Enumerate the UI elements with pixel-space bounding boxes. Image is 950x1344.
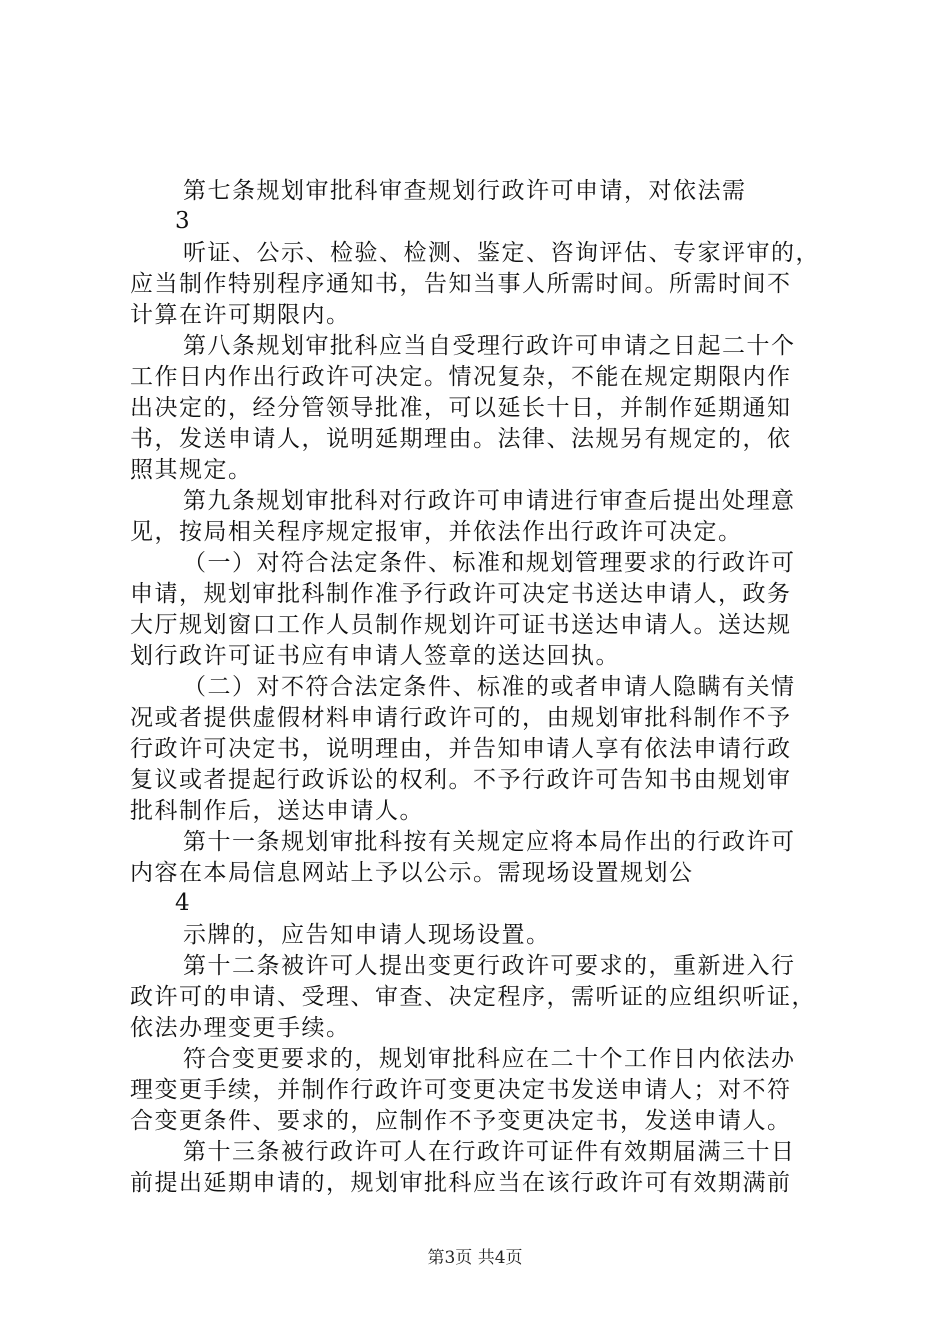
text-line: 批科制作后，送达申请人。 xyxy=(130,798,424,824)
text-line: 况或者提供虚假材料申请行政许可的，由规划审批科制作不予 xyxy=(130,705,792,731)
text-line: 符合变更要求的，规划审批科应在二十个工作日内依法办 xyxy=(183,1046,796,1072)
text-line: 第十二条被许可人提出变更行政许可要求的，重新进入行 xyxy=(183,953,796,979)
text-line: 书，发送申请人，说明延期理由。法律、法规另有规定的，依 xyxy=(130,426,792,452)
text-line: 听证、公示、检验、检测、鉴定、咨询评估、专家评审的， xyxy=(183,240,820,266)
text-line: 第十三条被行政许可人在行政许可证件有效期届满三十日 xyxy=(183,1139,796,1165)
page-marker: 3 xyxy=(175,208,192,234)
text-line: 依法办理变更手续。 xyxy=(130,1015,351,1041)
page-footer: 第3页 共4页 xyxy=(427,1248,523,1268)
text-line: 第八条规划审批科应当自受理行政许可申请之日起二十个 xyxy=(183,333,796,359)
text-line: 大厅规划窗口工作人员制作规划许可证书送达申请人。送达规 xyxy=(130,612,792,638)
text-line: 示牌的，应告知申请人现场设置。 xyxy=(183,922,551,948)
text-line: 出决定的，经分管领导批准，可以延长十日，并制作延期通知 xyxy=(130,395,792,421)
text-line: 照其规定。 xyxy=(130,457,253,483)
text-line: （二）对不符合法定条件、标准的或者申请人隐瞒有关情 xyxy=(183,674,796,700)
text-line: 合变更条件、要求的，应制作不予变更决定书，发送申请人。 xyxy=(130,1108,792,1134)
text-line: 前提出延期申请的，规划审批科应当在该行政许可有效期满前 xyxy=(130,1170,792,1196)
text-line: 计算在许可期限内。 xyxy=(130,302,351,328)
text-line: 复议或者提起行政诉讼的权利。不予行政许可告知书由规划审 xyxy=(130,767,792,793)
page-marker: 4 xyxy=(175,890,192,916)
text-line: 内容在本局信息网站上予以公示。需现场设置规划公 xyxy=(130,860,694,886)
text-line: 工作日内作出行政许可决定。情况复杂，不能在规定期限内作 xyxy=(130,364,792,390)
text-line: 应当制作特别程序通知书，告知当事人所需时间。所需时间不 xyxy=(130,271,792,297)
text-line: 理变更手续，并制作行政许可变更决定书发送申请人；对不符 xyxy=(130,1077,792,1103)
text-line: 划行政许可证书应有申请人签章的送达回执。 xyxy=(130,643,620,669)
text-line: 申请，规划审批科制作准予行政许可决定书送达申请人，政务 xyxy=(130,581,792,607)
text-line: 第九条规划审批科对行政许可申请进行审查后提出处理意 xyxy=(183,488,796,514)
text-line: 见，按局相关程序规定报审，并依法作出行政许可决定。 xyxy=(130,519,743,545)
text-line: （一）对符合法定条件、标准和规划管理要求的行政许可 xyxy=(183,550,796,576)
text-line: 行政许可决定书，说明理由，并告知申请人享有依法申请行政 xyxy=(130,736,792,762)
text-line: 第十一条规划审批科按有关规定应将本局作出的行政许可 xyxy=(183,829,796,855)
text-line: 政许可的申请、受理、审查、决定程序，需听证的应组织听证， xyxy=(130,984,816,1010)
text-line: 第七条规划审批科审查规划行政许可申请，对依法需 xyxy=(183,178,747,204)
